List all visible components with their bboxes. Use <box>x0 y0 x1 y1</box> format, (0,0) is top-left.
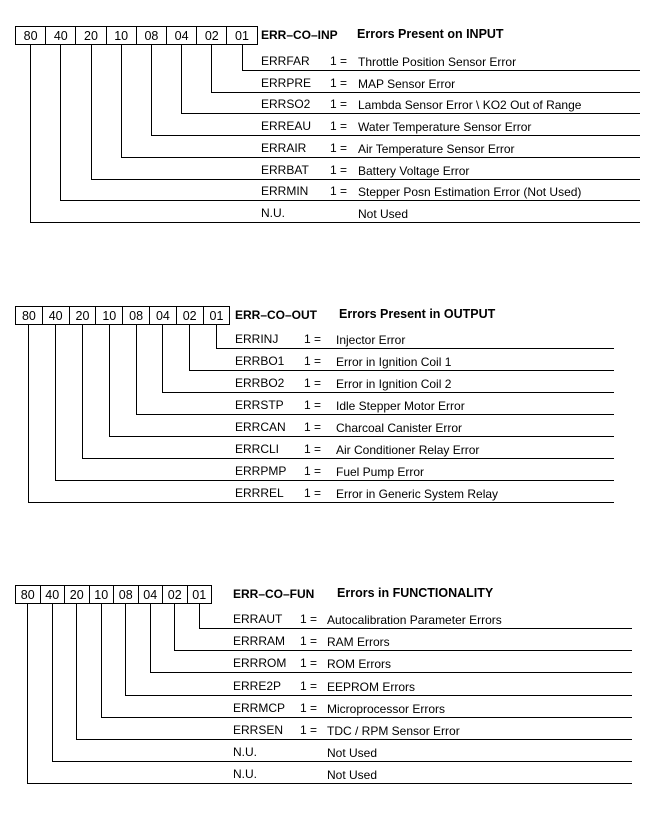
bit-box-20: 20 <box>69 306 97 325</box>
flag-name: ERRMIN <box>261 184 309 199</box>
bit-box-10: 10 <box>106 26 137 45</box>
flag-equals: 1 = <box>304 420 322 434</box>
connector-horizontal <box>211 92 640 93</box>
bit-box-02: 02 <box>176 306 204 325</box>
register-title: Errors Present on INPUT <box>357 27 504 41</box>
connector-vertical <box>28 325 29 502</box>
flag-description: ROM Errors <box>327 657 391 672</box>
bit-box-08: 08 <box>136 26 167 45</box>
flag-equals: 1 = <box>304 376 322 390</box>
connector-vertical <box>162 325 163 392</box>
flag-description: EEPROM Errors <box>327 679 416 694</box>
bit-box-08: 08 <box>122 306 150 325</box>
bit-box-20: 20 <box>75 26 106 45</box>
flag-equals: 1 = <box>304 354 322 368</box>
connector-horizontal <box>52 761 632 762</box>
connector-horizontal <box>121 157 640 158</box>
connector-horizontal <box>30 222 640 223</box>
connector-vertical <box>125 604 126 695</box>
register-title: Errors in FUNCTIONALITY <box>337 586 494 600</box>
flag-equals: 1 = <box>304 442 322 456</box>
flag-equals: 1 = <box>330 162 348 177</box>
connector-vertical <box>121 45 122 157</box>
flag-description: Lambda Sensor Error \ KO2 Out of Range <box>358 98 582 113</box>
flag-name: ERRE2P <box>233 678 282 693</box>
connector-vertical <box>109 325 110 436</box>
flag-name: ERRBO2 <box>235 376 285 390</box>
flag-name: ERRINJ <box>235 332 279 346</box>
bit-box-20: 20 <box>64 585 90 604</box>
connector-horizontal <box>162 392 614 393</box>
flag-name: ERRPRE <box>261 75 312 90</box>
connector-vertical <box>151 45 152 135</box>
bit-box-04: 04 <box>138 585 164 604</box>
connector-vertical <box>189 325 190 370</box>
flag-equals: 1 = <box>304 332 322 346</box>
connector-horizontal <box>242 70 640 71</box>
flag-equals: 1 = <box>330 140 348 155</box>
connector-vertical <box>150 604 151 672</box>
connector-horizontal <box>136 414 614 415</box>
connector-horizontal <box>27 783 632 784</box>
flag-name: ERRSEN <box>233 723 284 737</box>
connector-horizontal <box>91 179 640 180</box>
flag-equals: 1 = <box>330 54 348 68</box>
connector-vertical <box>27 604 28 783</box>
flag-description: MAP Sensor Error <box>358 76 456 91</box>
connector-vertical <box>82 325 83 458</box>
flag-name: ERRSTP <box>235 398 284 412</box>
flag-description: Error in Ignition Coil 2 <box>336 377 452 391</box>
flag-description: Battery Voltage Error <box>358 163 470 178</box>
bit-box-80: 80 <box>15 306 43 325</box>
flag-description: Error in Ignition Coil 1 <box>336 355 452 369</box>
flag-equals: 1 = <box>330 119 348 134</box>
connector-horizontal <box>216 348 614 349</box>
flag-equals: 1 = <box>330 75 348 90</box>
flag-name: ERRCLI <box>235 442 280 456</box>
flag-equals: 1 = <box>304 486 322 500</box>
connector-horizontal <box>189 370 614 371</box>
flag-name: ERRAUT <box>233 612 283 626</box>
flag-description: RAM Errors <box>327 635 390 650</box>
flag-equals: 1 = <box>300 634 318 649</box>
flag-description: Error in Generic System Relay <box>336 487 499 501</box>
connector-vertical <box>174 604 175 650</box>
register-name: ERR–CO–INP <box>261 28 338 42</box>
connector-horizontal <box>174 650 632 651</box>
flag-equals: 1 = <box>304 464 322 478</box>
flag-equals: 1 = <box>300 723 318 737</box>
connector-vertical <box>199 604 200 628</box>
flag-description: Stepper Posn Estimation Error (Not Used) <box>358 185 582 200</box>
flag-name: ERRBAT <box>261 162 309 177</box>
flag-name: N.U. <box>233 745 257 760</box>
bit-box-80: 80 <box>15 26 46 45</box>
flag-description: Autocalibration Parameter Errors <box>327 613 502 627</box>
flag-name: ERRCAN <box>235 420 286 434</box>
bit-box-80: 80 <box>15 585 41 604</box>
flag-description: Not Used <box>327 746 378 761</box>
flag-equals: 1 = <box>300 700 318 715</box>
bit-box-08: 08 <box>113 585 139 604</box>
flag-equals: 1 = <box>300 612 318 626</box>
flag-name: ERRMCP <box>233 700 286 715</box>
bit-box-40: 40 <box>40 585 66 604</box>
bit-box-02: 02 <box>196 26 227 45</box>
flag-name: ERRSO2 <box>261 97 311 112</box>
connector-vertical <box>242 45 243 70</box>
bit-box-01: 01 <box>187 585 213 604</box>
connector-vertical <box>52 604 53 761</box>
connector-horizontal <box>150 672 632 673</box>
flag-description: Not Used <box>358 206 409 221</box>
register-name: ERR–CO–FUN <box>233 587 315 601</box>
flag-description: Idle Stepper Motor Error <box>336 399 465 413</box>
flag-description: Water Temperature Sensor Error <box>358 120 532 135</box>
connector-vertical <box>60 45 61 200</box>
flag-description: Injector Error <box>336 333 406 347</box>
connector-vertical <box>211 45 212 92</box>
connector-horizontal <box>101 717 632 718</box>
flag-description: Fuel Pump Error <box>336 465 425 479</box>
flag-name: ERRPMP <box>235 464 287 478</box>
flag-name: ERRROM <box>233 656 287 671</box>
flag-name: ERRBO1 <box>235 354 285 368</box>
flag-description: Charcoal Canister Error <box>336 421 463 435</box>
connector-vertical <box>216 325 217 348</box>
connector-vertical <box>181 45 182 113</box>
flag-equals: 1 = <box>304 398 322 412</box>
flag-description: TDC / RPM Sensor Error <box>327 724 460 738</box>
bit-box-01: 01 <box>203 306 231 325</box>
bit-box-10: 10 <box>95 306 123 325</box>
connector-vertical <box>30 45 31 222</box>
flag-description: Throttle Position Sensor Error <box>358 55 517 69</box>
flag-name: ERRRAM <box>233 634 286 649</box>
connector-vertical <box>101 604 102 717</box>
register-name: ERR–CO–OUT <box>235 308 318 322</box>
flag-description: Air Conditioner Relay Error <box>336 443 480 457</box>
flag-equals: 1 = <box>300 678 318 693</box>
connector-vertical <box>55 325 56 480</box>
connector-horizontal <box>151 135 640 136</box>
connector-horizontal <box>82 458 614 459</box>
connector-horizontal <box>109 436 614 437</box>
flag-equals: 1 = <box>330 97 348 112</box>
connector-vertical <box>91 45 92 179</box>
bit-box-02: 02 <box>162 585 188 604</box>
connector-horizontal <box>181 113 640 114</box>
connector-horizontal <box>60 200 640 201</box>
register-title: Errors Present in OUTPUT <box>339 307 496 321</box>
connector-horizontal <box>28 502 614 503</box>
flag-name: ERRAIR <box>261 140 307 155</box>
connector-horizontal <box>199 628 632 629</box>
flag-equals: 1 = <box>300 656 318 671</box>
bit-box-40: 40 <box>42 306 70 325</box>
connector-horizontal <box>76 739 632 740</box>
bit-box-01: 01 <box>226 26 257 45</box>
flag-description: Air Temperature Sensor Error <box>358 141 515 156</box>
flag-description: Not Used <box>327 768 378 783</box>
flag-name: ERRREL <box>235 486 284 500</box>
bit-box-04: 04 <box>166 26 197 45</box>
flag-name: ERRFAR <box>261 54 310 68</box>
flag-name: N.U. <box>261 205 285 220</box>
flag-equals: 1 = <box>330 184 348 199</box>
bit-box-10: 10 <box>89 585 115 604</box>
flag-name: ERREAU <box>261 119 312 134</box>
bit-box-04: 04 <box>149 306 177 325</box>
flag-name: N.U. <box>233 767 257 782</box>
flag-description: Microprocessor Errors <box>327 701 446 716</box>
bit-box-40: 40 <box>45 26 76 45</box>
connector-vertical <box>76 604 77 739</box>
connector-horizontal <box>125 695 632 696</box>
connector-horizontal <box>55 480 614 481</box>
connector-vertical <box>136 325 137 414</box>
